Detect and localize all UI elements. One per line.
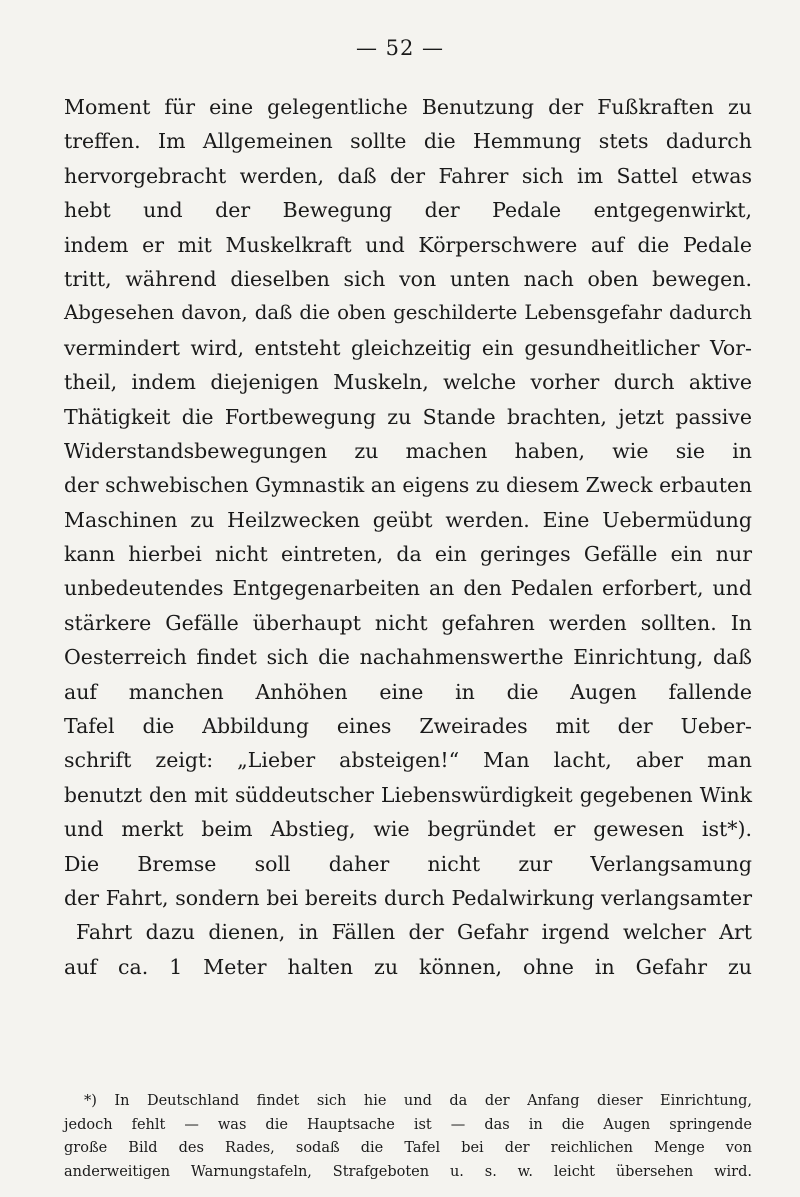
text-line: tritt, während dieselben sich von unten nach oben bewegen. [64,266,752,291]
text-line: hervorgebracht werden, daß der Fahrer sich im Sattel etwas [64,163,752,188]
text-line: Maschinen zu Heilzwecken geübt werden. Eine Uebermüdung [64,507,752,532]
text-line: Widerstandsbewegungen zu machen haben, wie sie in [64,438,752,463]
text-line: der schwebischen Gymnastik an eigens zu diesem Zweck erbauten [64,473,752,498]
text-line: Moment für eine gelegentliche Benutzung der Fußkraften zu [64,95,752,119]
text-line: Thätigkeit die Fortbewegung zu Stande brachten, jetzt passive [64,404,752,429]
text-line: Tafel die Abbildung eines Zweirades mit der Ueber- [64,714,752,739]
footnote-line: *) In Deutschland findet sich hie und da der Anfang dieser Einrichtung, [84,1093,752,1109]
text-line: indem er mit Muskelkraft und Körperschwere auf die Pedale [64,232,752,257]
main-text [64,90,752,984]
text-line: theil, indem diejenigen Muskeln, welche vorher durch aktive [64,370,752,395]
text-line: unbedeutendes Entgegenarbeiten an den Pedalen erforbert, und [64,576,752,601]
footnote-line: anderweitigen Warnungstafeln, Strafgeboten u. s. w. leicht übersehen wird. [64,1163,752,1180]
text-line: auf ca. 1 Meter halten zu können, ohne in Gefahr zu [64,954,752,979]
text-line: auf manchen Anhöhen eine in die Augen fallende [64,679,752,704]
text-line: Die Bremse soll daher nicht zur Verlangsamung [64,851,752,876]
text-line: hebt und der Bewegung der Pedale entgegenwirkt, [64,198,752,223]
text-line: kann hierbei nicht eintreten, da ein geringes Gefälle ein nur [64,542,752,567]
page-number: — 52 — [355,36,445,60]
text-line: treffen. Im Allgemeinen sollte die Hemmung stets dadurch [64,129,752,154]
text-line: Abgesehen davon, daß die oben geschilderte Lebensgefahr dadurch [64,301,752,325]
text-line: und merkt beim Abstieg, wie begründet er gewesen ist*). [64,817,752,842]
text-line: schrift zeigt: „Lieber absteigen!“ Man lacht, aber man [64,748,752,773]
text-line: Fahrt dazu dienen, in Fällen der Gefahr irgend welcher Art [76,920,752,945]
text-line: stärkere Gefälle überhaupt nicht gefahren werden sollten. In [64,610,752,635]
text-line: Oesterreich findet sich die nachahmenswerthe Einrichtung, daß [64,645,752,670]
footnote [64,1090,752,1184]
text-line: vermindert wird, entsteht gleichzeitig ein gesundheitlicher Vor- [64,335,752,360]
text-line: der Fahrt, sondern bei bereits durch Pedalwirkung verlangsamter [64,885,752,910]
text-line: benutzt den mit süddeutscher Liebenswürdigkeit gegebenen Wink [64,782,752,807]
footnote-line: jedoch fehlt — was die Hauptsache ist — das in die Augen springende [64,1116,752,1133]
footnote-line: große Bild des Rades, sodaß die Tafel bei der reichlichen Menge von [64,1140,752,1156]
